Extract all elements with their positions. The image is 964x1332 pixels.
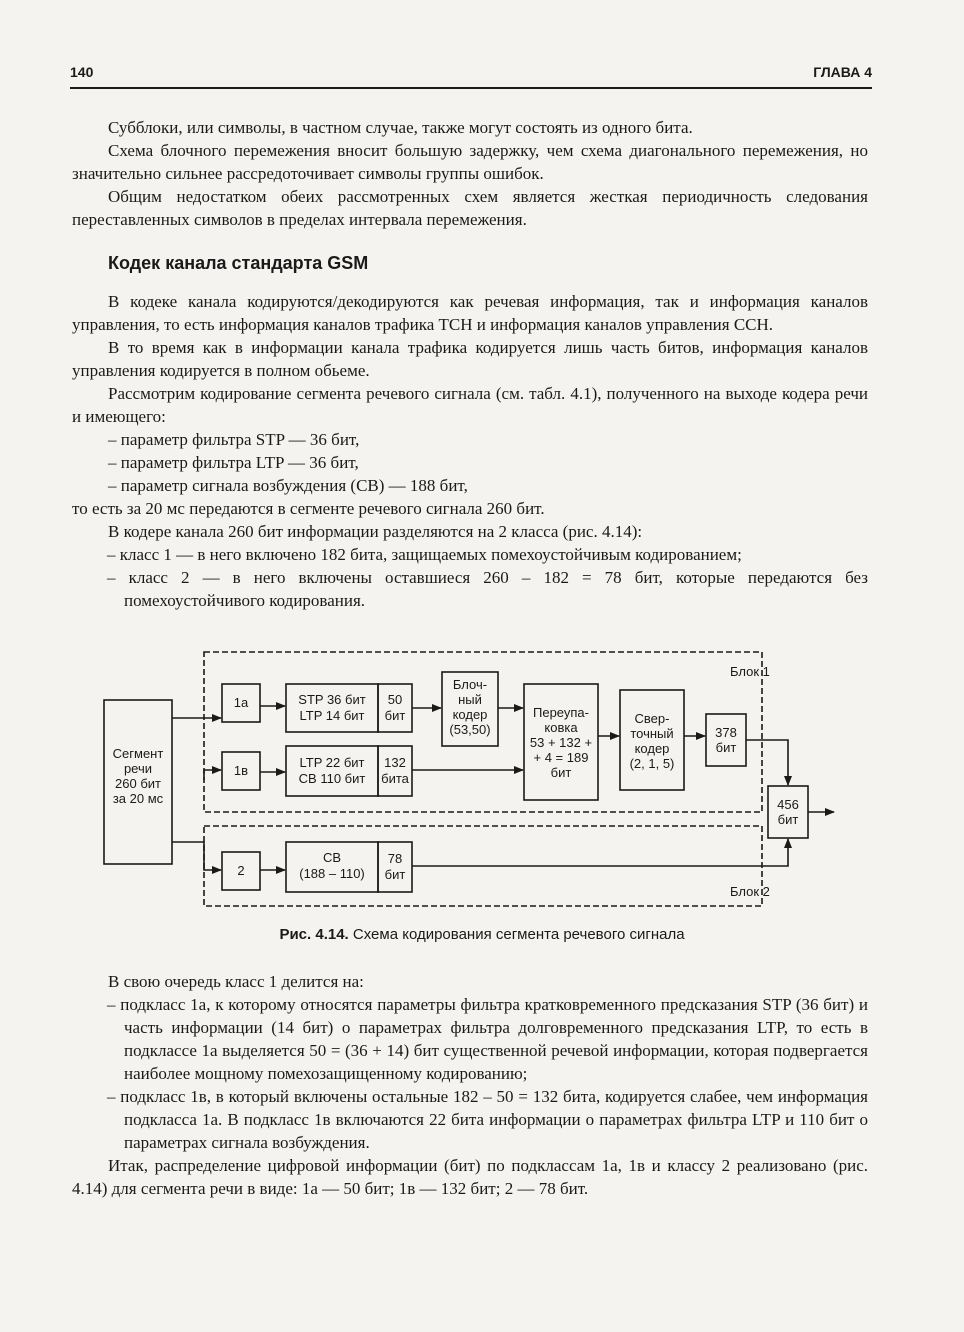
bits-78-label: 78 — [387, 851, 403, 866]
conv-coder-label: точный — [630, 726, 674, 741]
segment-label: 260 бит — [115, 776, 161, 791]
list-item: – класс 1 — в него включено 182 бита, защищаемых помехоустойчивым кодированием; — [107, 545, 742, 564]
page-number: 140 — [70, 64, 94, 80]
paragraph: то есть за 20 мс передаются в сегменте речевого сигнала 260 бит. — [72, 499, 545, 518]
bits-50-label: бит — [384, 708, 406, 723]
bits-378-label: бит — [715, 740, 737, 755]
intro-text — [72, 116, 868, 231]
paragraph: В кодере канала 260 бит информации разделяются на 2 класса (рис. 4.14): — [108, 522, 643, 541]
figure-caption — [0, 926, 964, 943]
class-2-label: 2 — [237, 863, 245, 878]
bottom-text — [72, 970, 868, 1200]
header-rule — [70, 87, 872, 89]
paragraph: Общим недостатком обеих рассмотренных схем является жесткая периодичность следования переставленных символов в пределах интервала перемежения. — [72, 187, 868, 229]
bits-50-label: 50 — [387, 692, 403, 707]
block-coder-label: Блоч- — [452, 677, 488, 692]
bits-456-label: бит — [777, 812, 799, 827]
figure-4-14 — [100, 648, 840, 910]
coding-diagram — [100, 648, 840, 910]
subclass-1b-label: 1в — [233, 763, 249, 778]
bits-132-label: 132 — [384, 755, 406, 770]
chapter-label: ГЛАВА 4 — [813, 64, 872, 80]
permutation-label: Переупа- — [533, 705, 589, 720]
block-coder-label: ный — [458, 692, 482, 707]
conv-coder-label: (2, 1, 5) — [629, 756, 675, 771]
paragraph: – параметр сигнала возбуждения (CB) — 188 бит, — [108, 476, 468, 495]
stp-ltp-label: LTP 14 бит — [299, 708, 365, 723]
segment-label: Сегмент — [112, 746, 164, 761]
paragraph: В то время как в информации канала трафика кодируется лишь часть битов, информация каналов управления кодируется в полном обьеме. — [72, 338, 868, 380]
paragraph: В кодеке канала кодируются/декодируются как речевая информация, так и информация каналов управления, то есть информация каналов трафика TCH и информация каналов управления CCH. — [72, 292, 868, 334]
segment-label: речи — [123, 761, 153, 776]
permutation-label: ковка — [544, 720, 578, 735]
bits-132-label: бита — [381, 771, 409, 786]
block-2-label: Блок 2 — [730, 884, 770, 899]
stp-ltp-label: STP 36 бит — [298, 692, 366, 707]
conv-coder-label: Свер- — [634, 711, 670, 726]
paragraph: Субблоки, или символы, в частном случае, также могут состоять из одного бита. — [108, 118, 693, 137]
block-coder-label: кодер — [452, 707, 488, 722]
permutation-label: + 4 = 189 — [533, 750, 589, 765]
list-item: – класс 2 — в него включены оставшиеся 260 – 182 = 78 бит, которые передаются без помехоустойчивого кодирования. — [107, 568, 868, 610]
paragraph: Схема блочного перемежения вносит большую задержку, чем схема диагонального перемежения, но значительно сильнее рассредоточивает символы группы ошибок. — [72, 141, 868, 183]
caption-text: Схема кодирования сегмента речевого сигнала — [348, 926, 685, 943]
page-header — [70, 62, 872, 84]
ltp-cb-label: LTP 22 бит — [299, 755, 365, 770]
paragraph: – параметр фильтра LTP — 36 бит, — [108, 453, 359, 472]
list-item: – подкласс 1а, к которому относятся параметры фильтра кратковременного предсказания STP (36 бит) и часть информации (14 бит) о параметрах фильтра долговременного предсказания LTP, то есть в подклассе 1а выделяется 50 = (36 + 14) бит существенной речевой информации, которая подвергается наиболее мощному помехозащищенному кодированию; — [107, 995, 868, 1083]
permutation-label: 53 + 132 + — [529, 735, 593, 750]
list-item: – подкласс 1в, в который включены остальные 182 – 50 = 132 бита, кодируется слабее, чем информация подкласса 1а. В подкласс 1в включаются 22 бита информации о параметрах фильтра LTP и 110 бит о параметрах сигнала возбуждения. — [107, 1087, 868, 1152]
cb-class2-label: CB — [322, 850, 342, 865]
block-coder-label: (53,50) — [449, 722, 491, 737]
block-1-label: Блок 1 — [730, 664, 770, 679]
ltp-cb-label: CB 110 бит — [298, 771, 366, 786]
cb-class2-label: (188 – 110) — [299, 866, 365, 881]
bits-378-label: 378 — [715, 725, 737, 740]
segment-label: за 20 мс — [112, 791, 164, 806]
subclass-1a-label: 1а — [233, 695, 249, 710]
permutation-label: бит — [550, 765, 572, 780]
paragraph: Итак, распределение цифровой информации (бит) по подклассам 1а, 1в и классу 2 реализовано (рис. 4.14) для сегмента речи в виде: 1а — 50 бит; 1в — 132 бит; 2 — 78 бит. — [72, 1156, 868, 1198]
middle-text — [72, 290, 868, 612]
section-title: Кодек канала стандарта GSM — [108, 253, 369, 273]
bits-456-label: 456 — [777, 797, 799, 812]
bits-78-label: бит — [384, 867, 406, 882]
paragraph: В свою очередь класс 1 делится на: — [108, 972, 364, 991]
caption-label: Рис. 4.14. — [279, 926, 349, 943]
paragraph: Рассмотрим кодирование сегмента речевого сигнала (см. табл. 4.1), полученного на выходе кодера речи и имеющего: — [72, 384, 868, 426]
conv-coder-label: кодер — [634, 741, 670, 756]
paragraph: – параметр фильтра STP — 36 бит, — [108, 430, 360, 449]
